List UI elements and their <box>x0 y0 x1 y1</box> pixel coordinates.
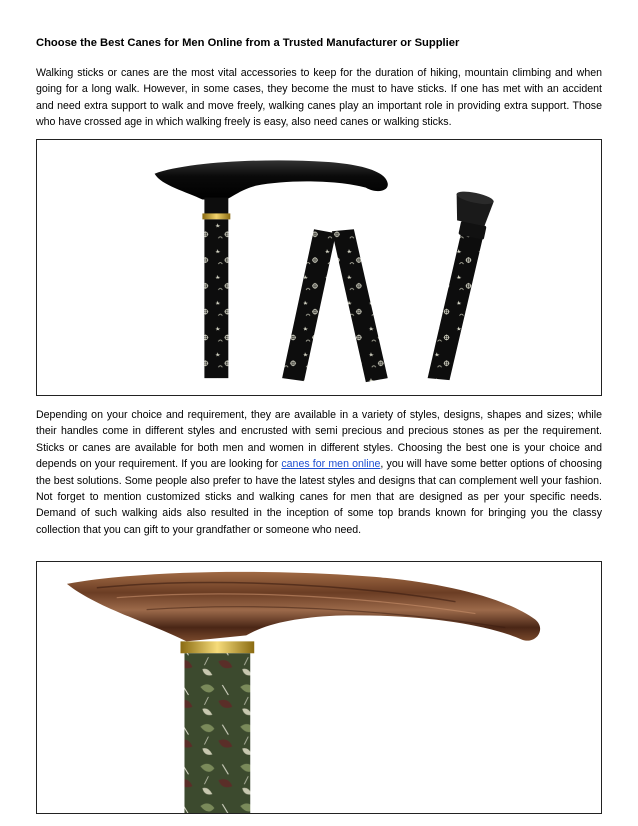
document-title: Choose the Best Canes for Men Online from a Trusted Manufacturer or Supplier <box>36 37 460 49</box>
details-paragraph <box>36 407 602 538</box>
folding-cane-photo <box>36 139 602 396</box>
details-text-before-link: Depending on your choice and requirement, they are available in a variety of styles, designs, shapes and sizes; while their handles come in different styles and encrusted with semi precious and precious stones as per the requirement. Sticks or canes are available for both men and women in different styles. Choosing the best one is your choice and depends on your requirement. If you are looking for <box>36 409 602 471</box>
canes-for-men-link[interactable]: canes for men online <box>281 458 381 471</box>
intro-paragraph: Walking sticks or canes are the most vital accessories to keep for the duration of hiking, mountain climbing and when going for a long walk. However, in some cases, they become the must to have sticks. If one has met with an accident and need extra support to walk and move freely, walking canes play an important role in providing extra support. Those who have crossed age in which walking freely is easy, also need canes or walking sticks. <box>36 67 602 129</box>
wooden-handle-cane-photo <box>36 561 602 814</box>
folding-cane-illustration <box>37 140 601 395</box>
wooden-handle-cane-illustration <box>37 562 601 813</box>
details-text-after-link: , you will have some better options of choosing the best solutions. Some people also prefer to have the latest styles and designs that can complement well your fashion. Not forget to mention customized sticks and walking canes for men that are designed as per your specific needs. Demand of such walking aids also resulted in the inception of some top brands known for bringing you the classy collection that you can gift to your grandfather or someone who need. <box>36 458 602 536</box>
